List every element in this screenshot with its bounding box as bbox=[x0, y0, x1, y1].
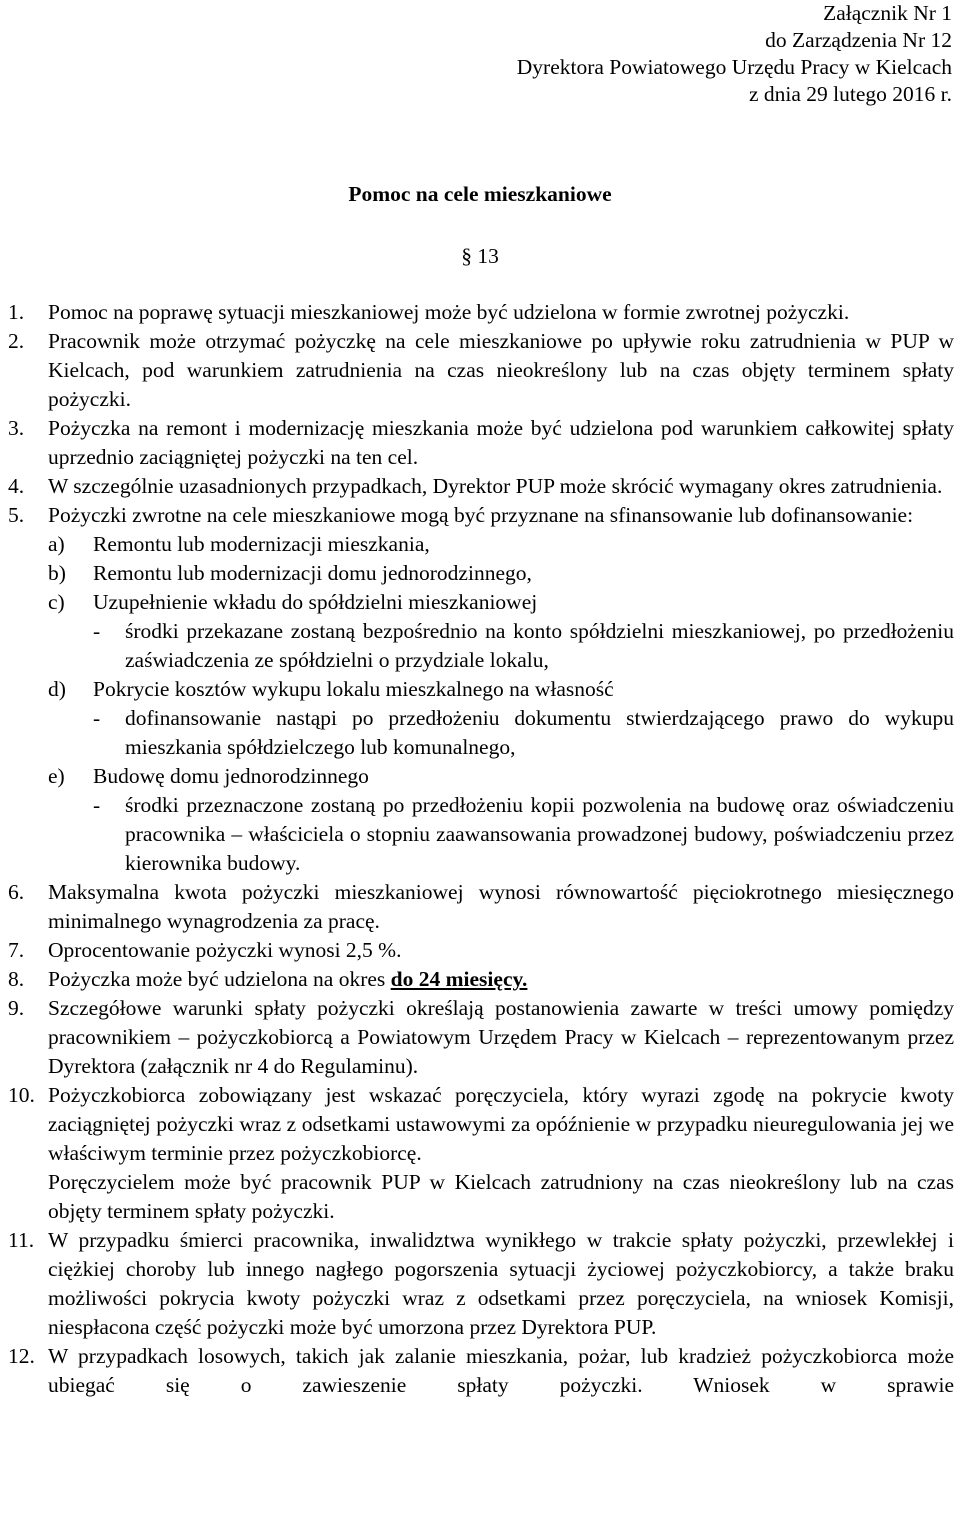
list-item-11 bbox=[8, 1226, 954, 1342]
section-number: § 13 bbox=[461, 244, 499, 268]
list-item-8 bbox=[8, 965, 954, 994]
header-line-3: Dyrektora Powiatowego Urzędu Pracy w Kielcach bbox=[516, 55, 952, 79]
item-text: Pracownik może otrzymać pożyczkę na cele mieszkaniowe po upływie roku zatrudnienia w PUP w Kielcach, pod warunkiem zatrudnienia na czas nieokreślony lub na czas objęty terminem spłaty pożyczki. bbox=[48, 329, 954, 411]
sub-item-d bbox=[48, 675, 954, 762]
document-header bbox=[517, 0, 952, 108]
item-text: Pożyczki zwrotne na cele mieszkaniowe mogą być przyznane na sfinansowanie lub dofinansowanie: bbox=[48, 503, 914, 527]
item-text: Pożyczka na remont i modernizację mieszkania może być udzielona pod warunkiem całkowitej spłaty uprzednio zaciągniętej pożyczki na ten cel. bbox=[48, 416, 954, 469]
sub-item-note bbox=[93, 617, 954, 675]
item-text: Maksymalna kwota pożyczki mieszkaniowej wynosi równowartość pięciokrotnego miesięcznego minimalnego wynagrodzenia za pracę. bbox=[48, 880, 954, 933]
list-item-4 bbox=[8, 472, 954, 501]
item-number: 8. bbox=[8, 967, 25, 991]
item-text: Szczegółowe warunki spłaty pożyczki określają postanowienia zawarte w treści umowy pomiędzy pracownikiem – pożyczkobiorcą a Powiatowym Urzędem Pracy w Kielcach – reprezentowanym przez Dyrektora (załącznik nr 4 do Regulaminu). bbox=[48, 996, 954, 1078]
note-text: środki przekazane zostaną bezpośrednio na konto spółdzielni mieszkaniowej, po przedłożeniu zaświadczenia ze spółdzielni o przydziale lokalu, bbox=[125, 619, 954, 672]
item-text: W przypadkach losowych, takich jak zalanie mieszkania, pożar, lub kradzież pożyczkobiorca może ubiegać się o zawieszenie spłaty pożyczki. Wniosek w sprawie bbox=[48, 1344, 954, 1397]
item-text-continued: Poręczycielem może być pracownik PUP w Kielcach zatrudniony na czas nieokreślony lub na czas objęty terminem spłaty pożyczki. bbox=[48, 1170, 954, 1223]
sub-item-label: c) bbox=[48, 590, 65, 614]
sub-item-text: Remontu lub modernizacji domu jednorodzinnego, bbox=[93, 561, 532, 585]
sub-item-text: Pokrycie kosztów wykupu lokalu mieszkalnego na własność bbox=[93, 677, 614, 701]
sub-item-b bbox=[48, 559, 954, 588]
note-text: środki przeznaczone zostaną po przedłożeniu kopii pozwolenia na budowę oraz oświadczeniu pracownika – właściciela o stopniu zaawansowania prowadzonej budowy, poświadczeniu przez kierownika budowy. bbox=[125, 793, 954, 875]
sub-item-note bbox=[93, 704, 954, 762]
item-text-wrapper bbox=[48, 965, 954, 994]
item-number: 4. bbox=[8, 474, 25, 498]
item-number: 7. bbox=[8, 938, 25, 962]
item-text: Pożyczkobiorca zobowiązany jest wskazać poręczyciela, który wyrazi zgodę na pokrycie kwoty zaciągniętej pożyczki wraz z odsetkami ustawowymi za opóźnienie w przypadku nieuregulowania jej we właściwym terminie przez pożyczkobiorcę. bbox=[48, 1083, 954, 1165]
item-text: Pożyczka może być udzielona na okres bbox=[48, 967, 391, 991]
sub-item-text: Budowę domu jednorodzinnego bbox=[93, 764, 369, 788]
header-line-1: Załącznik Nr 1 bbox=[823, 1, 952, 25]
item-number: 3. bbox=[8, 416, 25, 440]
item-text: W szczególnie uzasadnionych przypadkach, Dyrektor PUP może skrócić wymagany okres zatrudnienia. bbox=[48, 474, 943, 498]
item-number: 1. bbox=[8, 300, 25, 324]
note-dash: - bbox=[93, 619, 101, 643]
item-text: Oprocentowanie pożyczki wynosi 2,5 %. bbox=[48, 938, 402, 962]
item-number: 6. bbox=[8, 880, 25, 904]
item-emphasis: do 24 miesięcy. bbox=[390, 967, 528, 991]
item-text: Pomoc na poprawę sytuacji mieszkaniowej może być udzielona w formie zwrotnej pożyczki. bbox=[48, 300, 850, 324]
sub-item-c bbox=[48, 588, 954, 675]
item-number: 12. bbox=[8, 1344, 35, 1368]
sub-item-note bbox=[93, 791, 954, 878]
list-item-7 bbox=[8, 936, 954, 965]
item-number: 11. bbox=[8, 1228, 35, 1252]
list-item-5 bbox=[8, 501, 954, 878]
sub-item-label: a) bbox=[48, 532, 65, 556]
header-line-4: z dnia 29 lutego 2016 r. bbox=[748, 82, 952, 106]
list-item-6 bbox=[8, 878, 954, 936]
list-item-3 bbox=[8, 414, 954, 472]
note-dash: - bbox=[93, 706, 101, 730]
sub-item-label: d) bbox=[48, 677, 66, 701]
note-dash: - bbox=[93, 793, 101, 817]
sub-item-text: Uzupełnienie wkładu do spółdzielni mieszkaniowej bbox=[93, 590, 538, 614]
sub-item-text: Remontu lub modernizacji mieszkania, bbox=[93, 532, 430, 556]
list-item-9 bbox=[8, 994, 954, 1081]
document-body bbox=[8, 298, 954, 1400]
sub-item-label: e) bbox=[48, 764, 65, 788]
header-line-2: do Zarządzenia Nr 12 bbox=[765, 28, 952, 52]
item-number: 5. bbox=[8, 503, 25, 527]
item-number: 9. bbox=[8, 996, 25, 1020]
list-item-2 bbox=[8, 327, 954, 414]
list-item-12 bbox=[8, 1342, 954, 1400]
item-number: 10. bbox=[8, 1083, 35, 1107]
document-title: Pomoc na cele mieszkaniowe bbox=[348, 182, 612, 206]
sub-item-e bbox=[48, 762, 954, 878]
note-text: dofinansowanie nastąpi po przedłożeniu dokumentu stwierdzającego prawo do wykupu mieszkania spółdzielczego lub komunalnego, bbox=[125, 706, 954, 759]
list-item-10 bbox=[8, 1081, 954, 1226]
sub-item-label: b) bbox=[48, 561, 66, 585]
list-item-1 bbox=[8, 298, 954, 327]
item-text: W przypadku śmierci pracownika, inwalidztwa wynikłego w trakcie spłaty pożyczki, przewlekłej i ciężkiej choroby lub innego nagłego pogorszenia sytuacji życiowej pożyczkobiorcy, a także braku możliwości pokrycia kwoty pożyczki wraz z odsetkami przez poręczyciela, na wniosek Komisji, niespłacona część pożyczki może być umorzona przez Dyrektora PUP. bbox=[48, 1228, 954, 1339]
item-number: 2. bbox=[8, 329, 25, 353]
sub-item-a bbox=[48, 530, 954, 559]
